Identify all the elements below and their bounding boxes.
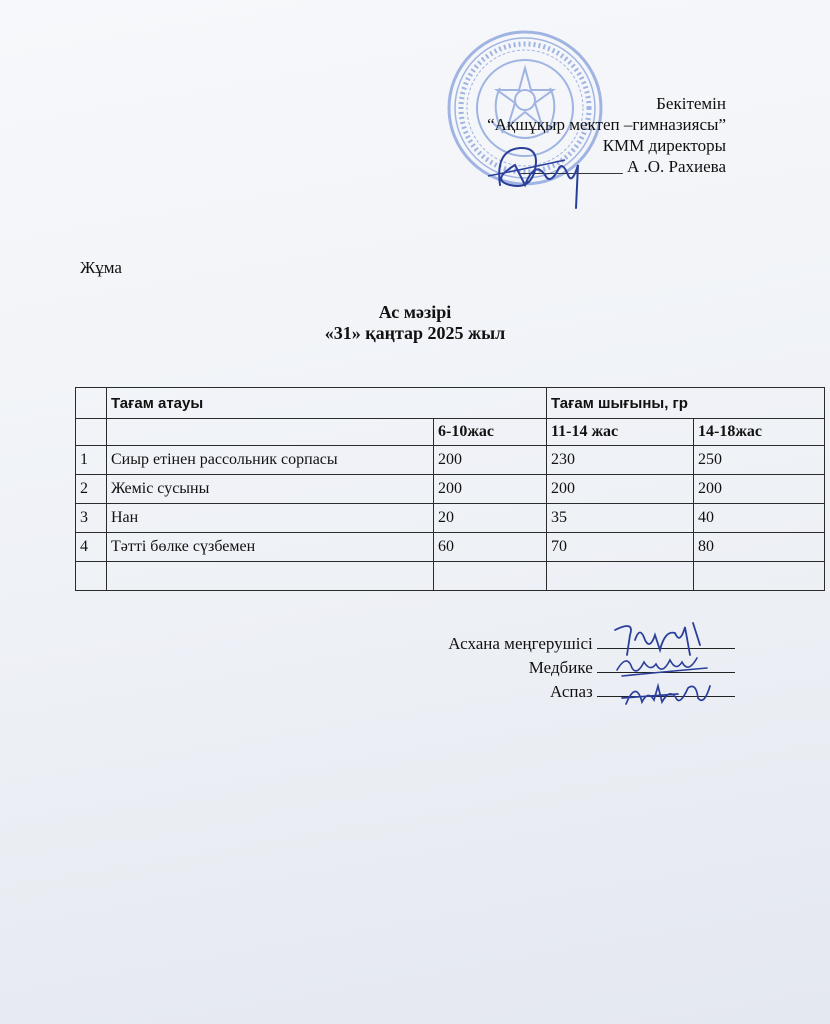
table-header-row [76,388,825,419]
header-num-cell [76,388,107,419]
nurse-label: Медбике [528,658,593,677]
age-group-2: 11-14 жас [547,419,694,446]
table-empty-row [76,562,825,591]
director-position: КММ директоры [602,136,726,155]
table-age-row [76,419,825,446]
director-signature-icon [480,130,600,210]
portion-11-14: 35 [547,504,694,533]
portion-6-10: 200 [434,446,547,475]
portion-14-18: 200 [694,475,825,504]
menu-date: «31» қаңтар 2025 жыл [324,323,506,343]
cook-signature-icon [618,676,718,712]
portion-14-18: 40 [694,504,825,533]
row-number: 2 [76,475,107,504]
header-portion: Тағам шығыны, гр [547,388,825,419]
header-dish-name: Тағам атауы [107,388,547,419]
menu-title: Ас мәзірі [378,302,452,322]
table-row [76,446,825,475]
row-number: 3 [76,504,107,533]
dish-name: Тәтті бөлке сүзбемен [107,533,434,562]
portion-11-14: 200 [547,475,694,504]
age-group-1: 6-10жас [434,419,547,446]
row-number: 4 [76,533,107,562]
portion-14-18: 250 [694,446,825,475]
dish-name: Сиыр етінен рассольник сорпасы [107,446,434,475]
signature-underline: ____________ [520,157,623,176]
school-name: “Ақшұқыр мектеп –гимназиясы” [487,115,726,134]
weekday-label: Жұма [80,258,122,277]
portion-6-10: 60 [434,533,547,562]
age-group-3: 14-18жас [694,419,825,446]
table-row [76,533,825,562]
portion-6-10: 20 [434,504,547,533]
canteen-head-label: Асхана меңгерушісі [448,634,593,653]
portion-11-14: 70 [547,533,694,562]
dish-name: Нан [107,504,434,533]
row-number: 1 [76,446,107,475]
dish-name: Жеміс сусыны [107,475,434,504]
menu-table [75,387,825,591]
approval-title: Бекітемін [656,94,726,113]
director-name: А .О. Рахиева [626,157,726,176]
portion-14-18: 80 [694,533,825,562]
portion-11-14: 230 [547,446,694,475]
table-row [76,475,825,504]
portion-6-10: 200 [434,475,547,504]
cook-label: Аспаз [549,682,593,701]
table-row [76,504,825,533]
